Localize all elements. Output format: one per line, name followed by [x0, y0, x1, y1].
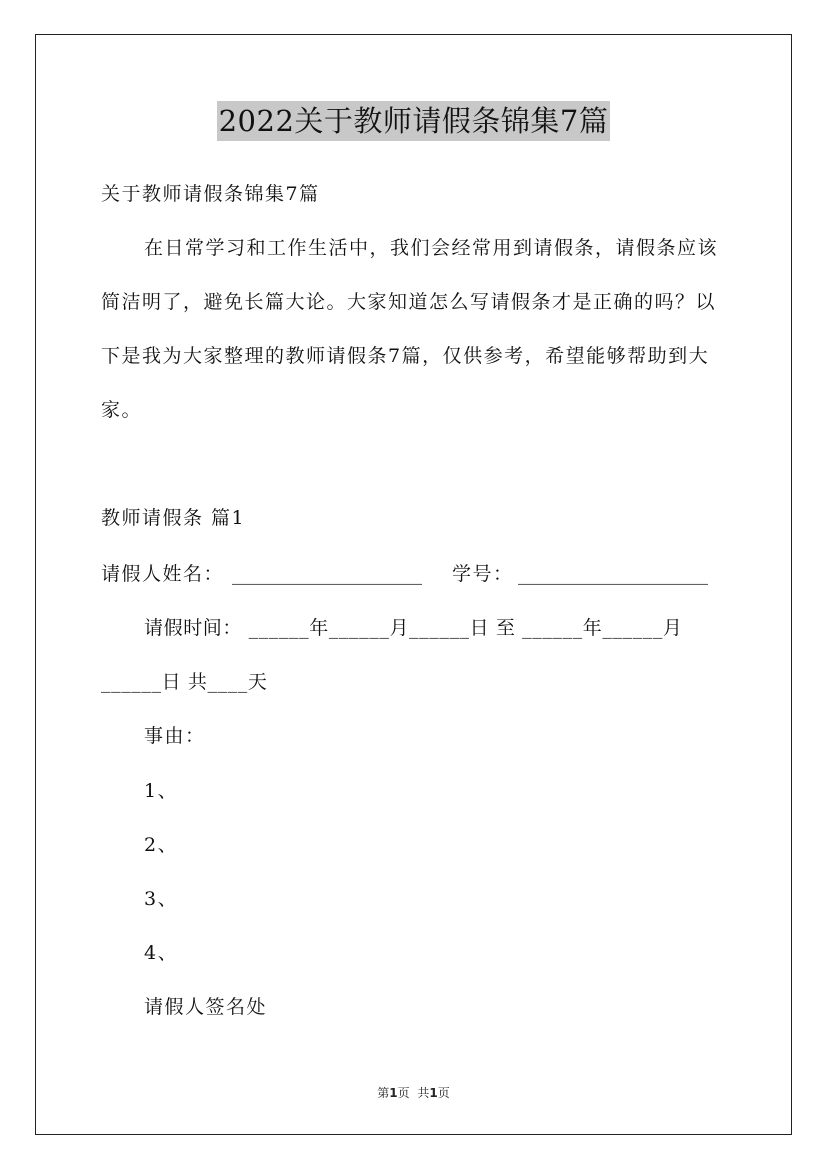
reason-item-4: 4、	[144, 942, 179, 964]
name-label: 请假人姓名：	[101, 563, 225, 585]
intro-line-1: 在日常学习和工作生活中，我们会经常用到请假条，请假条应该	[144, 237, 719, 259]
signature-label: 请假人签名处	[144, 996, 268, 1018]
reason-item-1: 1、	[144, 780, 179, 802]
section-heading: 教师请假条 篇1	[101, 507, 246, 529]
reason-item-3: 3、	[144, 888, 179, 910]
id-label: 学号：	[452, 563, 514, 585]
name-blank: ____________________	[232, 563, 422, 585]
title-container	[0, 101, 827, 141]
document-title: 2022关于教师请假条锦集7篇	[217, 101, 611, 141]
footer-page-prefix: 第	[377, 1086, 390, 1100]
footer-page-number: 1	[389, 1086, 398, 1100]
subtitle: 关于教师请假条锦集7篇	[101, 183, 320, 205]
footer-total-number: 1	[429, 1086, 438, 1100]
intro-line-2: 简洁明了，避免长篇大论。大家知道怎么写请假条才是正确的吗？以	[101, 291, 717, 313]
intro-line-3: 下是我为大家整理的教师请假条7篇，仅供参考，希望能够帮助到大	[101, 345, 710, 367]
reason-item-2: 2、	[144, 834, 179, 856]
reason-label: 事由：	[144, 725, 206, 747]
page-footer	[0, 1084, 827, 1101]
footer-total-prefix: 共	[417, 1086, 430, 1100]
leave-time-line-2: ______日 共____天	[101, 671, 268, 693]
id-blank: ____________________	[518, 563, 708, 585]
intro-line-4: 家。	[101, 399, 143, 421]
footer-total-suffix: 页	[437, 1086, 450, 1100]
footer-page-suffix: 页	[397, 1086, 410, 1100]
leave-time-line-1: 请假时间： ______年______月______日 至 ______年______月	[144, 617, 683, 639]
